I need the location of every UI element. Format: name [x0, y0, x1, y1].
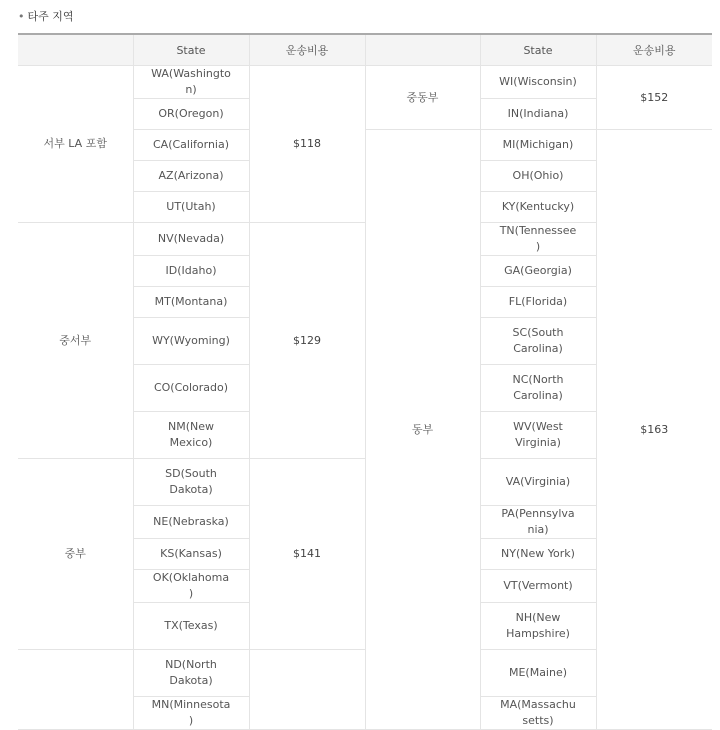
state-cell-text: NE(Nebraska)	[153, 515, 229, 528]
header-state-right: State	[480, 34, 596, 66]
state-cell-text: ID(Idaho)	[165, 264, 217, 277]
table-body	[18, 66, 712, 730]
state-cell-text: KY(Kentucky)	[501, 200, 575, 213]
state-cell	[133, 570, 249, 603]
state-cell	[480, 412, 596, 459]
region-cell-text: 서부 LA 포함	[43, 137, 107, 150]
state-cell-text: VT(Vermont)	[503, 579, 573, 592]
state-cell-text: NM(New Mexico)	[167, 420, 214, 449]
header-region-left	[18, 34, 133, 66]
state-cell	[480, 697, 596, 730]
section-title-text: 타주 지역	[27, 10, 74, 23]
region-cell	[365, 130, 480, 730]
region-cell	[18, 223, 133, 459]
cost-cell-text: $152	[640, 90, 669, 104]
state-cell-text: SC(South Carolina)	[512, 326, 564, 355]
state-cell-text: KS(Kansas)	[160, 547, 222, 560]
state-cell	[133, 192, 249, 223]
state-cell	[133, 99, 249, 130]
state-cell-text: NY(New York)	[501, 547, 575, 560]
cost-cell-text: $129	[293, 333, 321, 347]
state-cell-text: NH(New Hampshire)	[506, 611, 570, 640]
state-cell-text: UT(Utah)	[166, 200, 216, 213]
state-cell	[480, 99, 596, 130]
state-cell-text: FL(Florida)	[508, 295, 568, 308]
state-cell	[133, 365, 249, 412]
state-cell-text: WA(Washington)	[151, 67, 231, 96]
shipping-rates-table	[18, 33, 712, 730]
state-cell	[133, 130, 249, 161]
state-cell	[480, 256, 596, 287]
state-cell	[133, 223, 249, 256]
state-cell-text: TN(Tennessee)	[499, 224, 577, 253]
state-cell	[480, 365, 596, 412]
state-cell	[133, 161, 249, 192]
table-row	[18, 66, 712, 99]
cost-cell-text: $163	[640, 422, 669, 436]
cost-cell-text: $118	[293, 137, 321, 150]
cost-cell	[249, 459, 365, 650]
region-cell-text: 중부	[64, 547, 86, 560]
state-cell	[133, 539, 249, 570]
region-cell	[18, 459, 133, 650]
state-cell-text: CA(California)	[152, 138, 230, 151]
cost-cell	[249, 650, 365, 730]
state-cell	[480, 539, 596, 570]
state-cell	[133, 650, 249, 697]
region-cell	[18, 66, 133, 223]
state-cell	[133, 506, 249, 539]
state-cell	[480, 318, 596, 365]
state-cell-text: WY(Wyoming)	[152, 334, 230, 347]
state-cell	[133, 287, 249, 318]
state-cell-text: OR(Oregon)	[158, 107, 224, 120]
state-cell-text: MA(Massachusetts)	[500, 698, 576, 727]
region-cell-text: 동부	[411, 422, 434, 436]
region-cell-text: 중동부	[406, 90, 439, 104]
state-cell	[480, 506, 596, 539]
state-cell	[480, 570, 596, 603]
state-cell-text: MN(Minnesota)	[151, 698, 231, 727]
bullet-icon: •	[18, 10, 25, 23]
state-cell-text: GA(Georgia)	[504, 264, 572, 277]
state-cell	[480, 192, 596, 223]
cost-cell	[249, 66, 365, 223]
state-cell	[133, 318, 249, 365]
region-cell	[365, 66, 480, 130]
state-cell-text: OK(Oklahoma)	[152, 571, 230, 600]
state-cell	[480, 459, 596, 506]
state-cell-text: TX(Texas)	[164, 619, 218, 632]
section-title	[18, 10, 74, 24]
cost-cell-text: $141	[293, 547, 321, 560]
cost-cell	[596, 66, 712, 130]
state-cell	[480, 287, 596, 318]
state-cell	[480, 66, 596, 99]
state-cell-text: ME(Maine)	[508, 666, 568, 679]
state-cell	[133, 256, 249, 287]
region-cell	[18, 650, 133, 730]
state-cell-text: WI(Wisconsin)	[499, 75, 577, 88]
state-cell-text: VA(Virginia)	[505, 475, 571, 488]
state-cell	[133, 697, 249, 730]
state-cell-text: WV(West Virginia)	[513, 420, 563, 449]
state-cell	[480, 603, 596, 650]
region-cell-text: 중서부	[59, 333, 92, 347]
state-cell	[133, 459, 249, 506]
cost-cell	[596, 130, 712, 730]
state-cell	[133, 412, 249, 459]
state-cell	[480, 223, 596, 256]
state-cell-text: ND(North Dakota)	[165, 658, 217, 687]
state-cell	[480, 161, 596, 192]
state-cell	[480, 130, 596, 161]
state-cell-text: NC(North Carolina)	[512, 373, 564, 402]
cost-cell	[249, 223, 365, 459]
state-cell-text: MT(Montana)	[154, 295, 228, 308]
table-header-row	[18, 34, 712, 66]
header-cost-left: 운송비용	[249, 34, 365, 66]
state-cell-text: IN(Indiana)	[507, 107, 569, 120]
state-cell-text: NV(Nevada)	[157, 232, 225, 245]
state-cell	[480, 650, 596, 697]
state-cell-text: SD(South Dakota)	[165, 467, 217, 496]
state-cell-text: OH(Ohio)	[512, 169, 564, 182]
state-cell-text: MI(Michigan)	[502, 138, 574, 151]
header-region-right	[365, 34, 480, 66]
state-cell	[133, 603, 249, 650]
state-cell	[133, 66, 249, 99]
state-cell-text: PA(Pennsylvania)	[501, 507, 575, 536]
state-cell-text: CO(Colorado)	[153, 381, 229, 394]
header-cost-right: 운송비용	[596, 34, 712, 66]
state-cell-text: AZ(Arizona)	[158, 169, 224, 182]
header-state-left: State	[133, 34, 249, 66]
